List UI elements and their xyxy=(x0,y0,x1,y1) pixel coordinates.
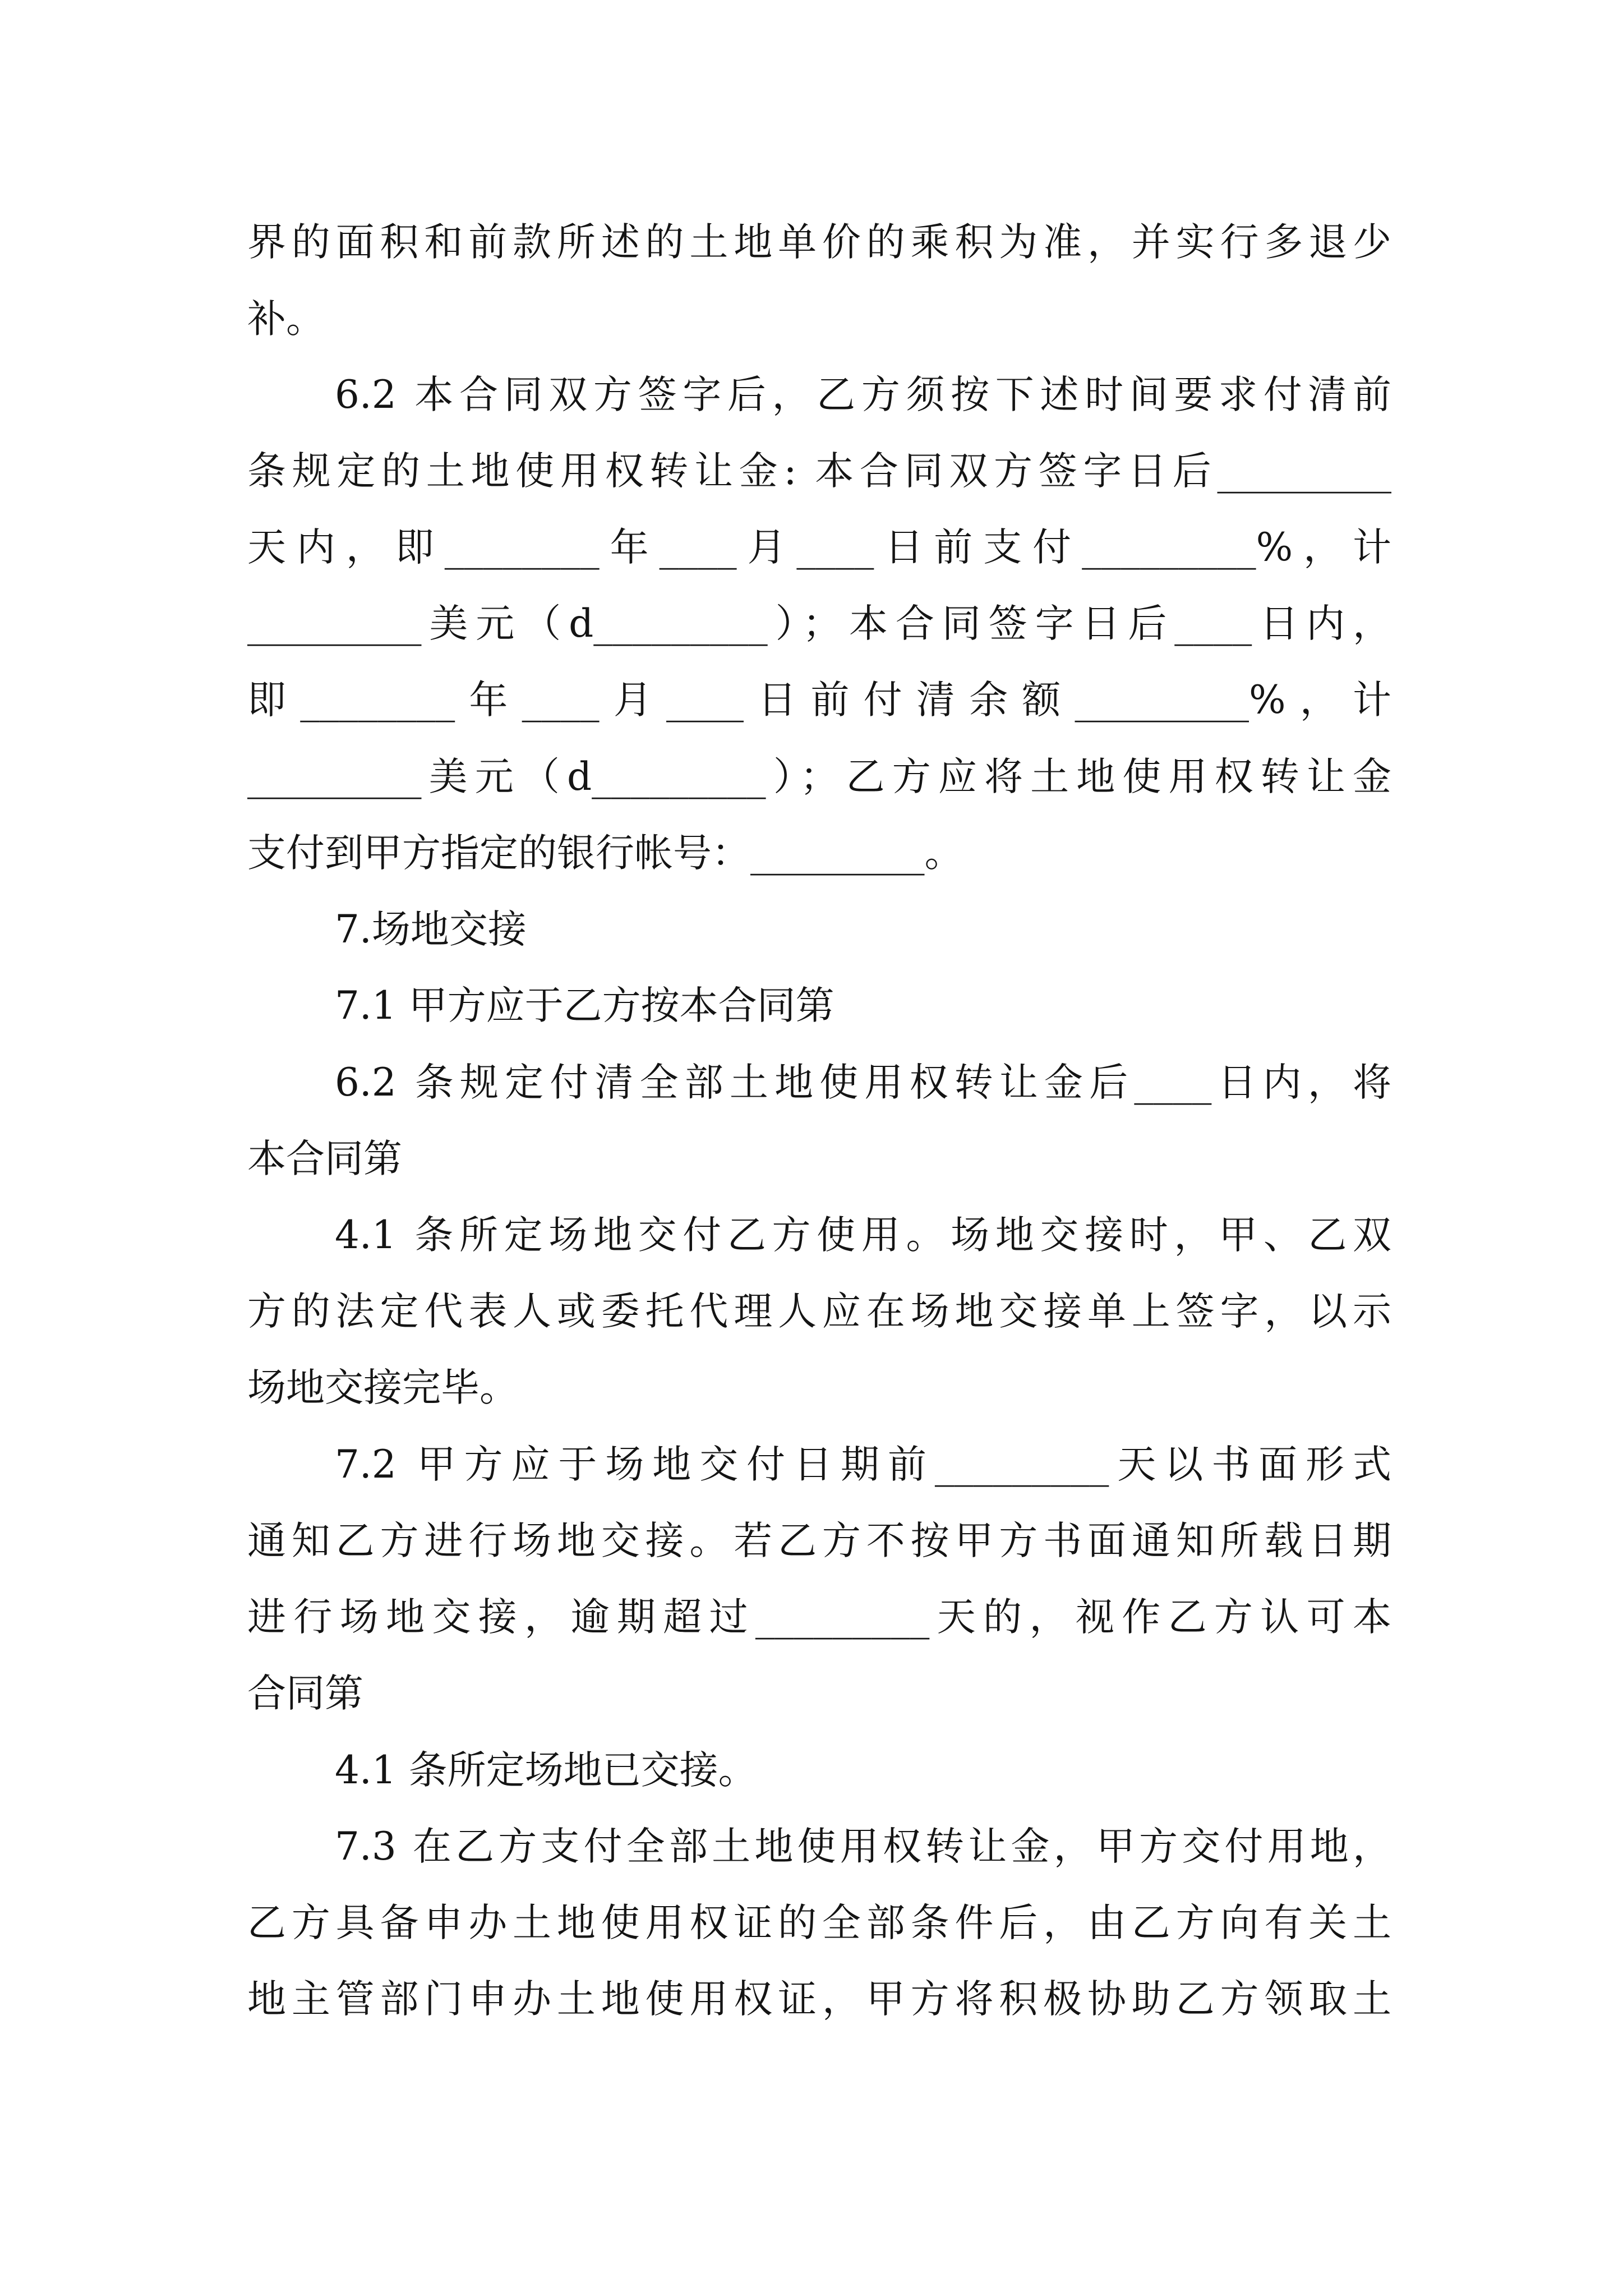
text-line: 进行场地交接，逾期超过_________天的，视作乙方认可本 xyxy=(247,1595,1391,1640)
text-line: 7.3 在乙方支付全部土地使用权转让金，甲方交付用地， xyxy=(335,1824,1391,1869)
text-line: 6.2 条规定付清全部土地使用权转让金后____日内，将 xyxy=(335,1060,1391,1105)
text-line: 合同第 xyxy=(247,1671,363,1716)
section-heading: 7.场地交接 xyxy=(335,907,527,952)
text-line: 4.1 条所定场地交付乙方使用。场地交接时，甲、乙双 xyxy=(335,1213,1391,1258)
text-line: 场地交接完毕。 xyxy=(247,1365,518,1410)
text-line: 补。 xyxy=(247,297,325,342)
text-line: 界的面积和前款所述的土地单价的乘积为准，并实行多退少 xyxy=(247,220,1391,265)
text-line: 7.1 甲方应于乙方按本合同第 xyxy=(335,983,834,1028)
text-line: 天内，即________年____月____日前支付_________%，计 xyxy=(247,525,1391,570)
text-line: 即________年____月____日前付清余额_________%，计 xyxy=(247,678,1391,723)
text-line: 6.2 本合同双方签字后，乙方须按下述时间要求付清前 xyxy=(335,372,1391,417)
text-line: 方的法定代表人或委托代理人应在场地交接单上签字，以示 xyxy=(247,1289,1391,1334)
text-line: 通知乙方进行场地交接。若乙方不按甲方书面通知所载日期 xyxy=(247,1519,1391,1563)
text-line: 4.1 条所定场地已交接。 xyxy=(335,1748,757,1793)
text-line: 7.2 甲方应于场地交付日期前_________天以书面形式 xyxy=(335,1442,1391,1487)
text-line: _________美元（d_________）；乙方应将土地使用权转让金 xyxy=(247,754,1391,799)
text-line: 支付到甲方指定的银行帐号：_________。 xyxy=(247,831,963,876)
text-line: 条规定的土地使用权转让金: 本合同双方签字日后_________ xyxy=(247,449,1391,494)
text-line: 乙方具备申办土地使用权证的全部条件后，由乙方向有关土 xyxy=(247,1901,1391,1945)
text-line: 本合同第 xyxy=(247,1137,402,1181)
text-line: 地主管部门申办土地使用权证，甲方将积极协助乙方领取土 xyxy=(247,1977,1391,2022)
text-line: _________美元（d_________）；本合同签字日后____日内， xyxy=(247,601,1391,646)
